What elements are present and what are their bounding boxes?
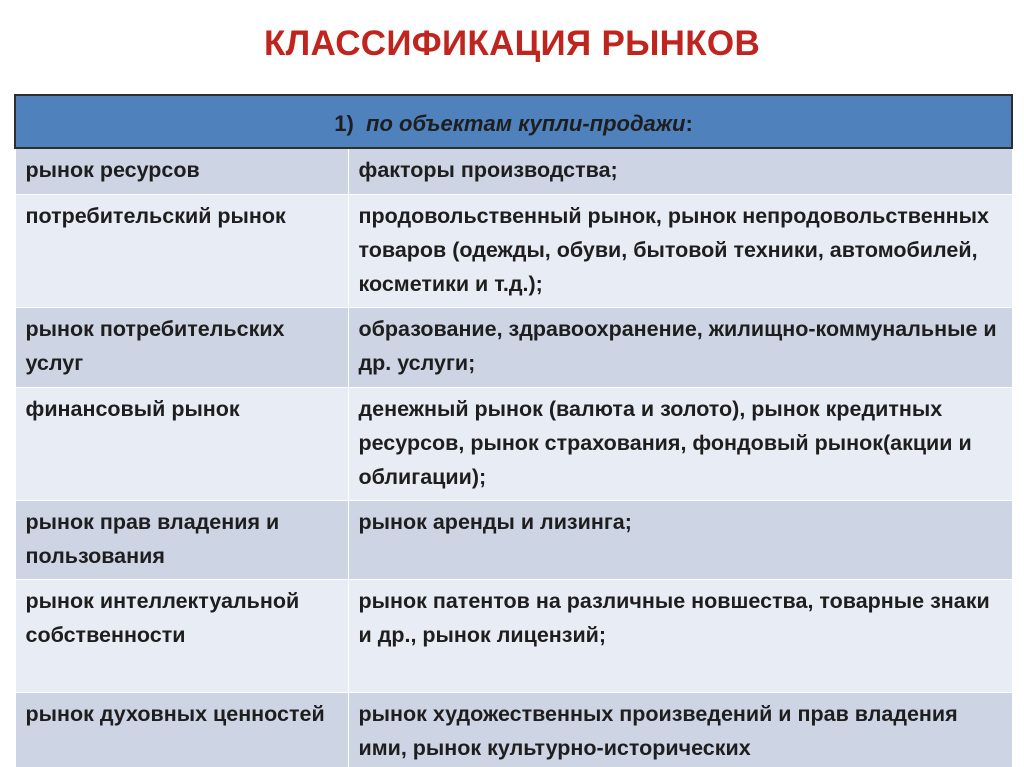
table-row (15, 500, 1012, 579)
table-header-row (15, 95, 1012, 148)
market-cell: рынок прав владения и пользования (15, 500, 348, 579)
market-cell: рынок ресурсов (15, 148, 348, 194)
table-header-cell (15, 95, 1012, 148)
header-number: 1) (334, 110, 354, 136)
table-row (15, 579, 1012, 692)
market-cell: финансовый рынок (15, 387, 348, 500)
market-cell: рынок потребительских услуг (15, 307, 348, 387)
description-cell: образование, здравоохранение, жилищно-коммунальные и др. услуги; (348, 307, 1012, 387)
slide-title: КЛАССИФИКАЦИЯ РЫНКОВ (263, 24, 761, 63)
market-cell: рынок интеллектуальной собственности (15, 579, 348, 692)
market-cell: потребительский рынок (15, 194, 348, 307)
description-cell: рынок художественных произведений и прав владения ими, рынок культурно-исторических (348, 692, 1012, 767)
header-text: по объектам купли-продажи (366, 110, 686, 136)
header-suffix: : (685, 110, 693, 136)
description-cell: факторы производства; (348, 148, 1012, 194)
market-classification-table (14, 94, 1013, 767)
market-cell: рынок духовных ценностей (15, 692, 348, 767)
table-row (15, 148, 1012, 194)
description-cell: рынок патентов на различные новшества, товарные знаки и др., рынок лицензий; (348, 579, 1012, 692)
description-cell: денежный рынок (валюта и золото), рынок кредитных ресурсов, рынок страхования, фондовый рынок(акции и облигации); (348, 387, 1012, 500)
description-cell: рынок аренды и лизинга; (348, 500, 1012, 579)
table-row (15, 307, 1012, 387)
table-row (15, 194, 1012, 307)
table-row (15, 387, 1012, 500)
description-cell: продовольственный рынок, рынок непродовольственных товаров (одежды, обуви, бытовой техники, автомобилей, косметики и т.д.); (348, 194, 1012, 307)
table-row (15, 692, 1012, 767)
